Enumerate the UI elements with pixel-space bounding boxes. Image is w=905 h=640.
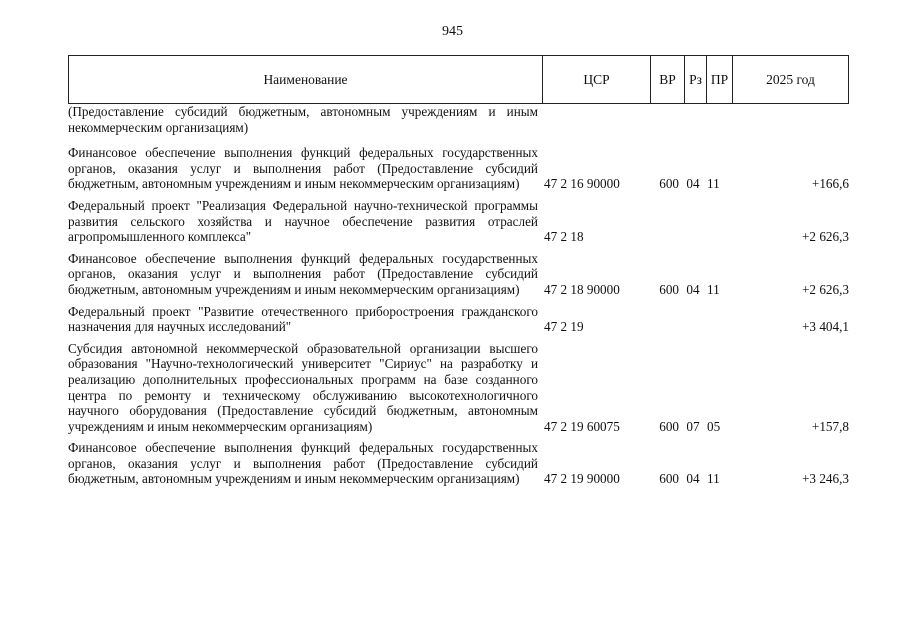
row-vr: 600 bbox=[659, 281, 679, 297]
table-row bbox=[68, 304, 849, 335]
row-amount: +2 626,3 bbox=[802, 229, 849, 245]
row-name: Федеральный проект "Развитие отечественного приборостроения гражданского назначения для научных исследований" bbox=[68, 303, 538, 335]
row-amount: +157,8 bbox=[811, 418, 849, 434]
row-csr: 47 2 19 90000 bbox=[544, 471, 620, 487]
row-name: Финансовое обеспечение выполнения функций федеральных государственных органов, оказания услуг и выполнения работ (Предоставление субсидий бюджетным, автономным учреждениям и иным некоммерческим организациям) bbox=[68, 250, 538, 297]
row-rz: 04 bbox=[686, 281, 700, 297]
page-number: 945 bbox=[442, 24, 463, 39]
row-amount: +3 404,1 bbox=[802, 319, 849, 335]
header-name: Наименование bbox=[69, 56, 543, 103]
row-vr: 600 bbox=[659, 418, 679, 434]
row-rz: 07 bbox=[686, 418, 700, 434]
row-amount: +3 246,3 bbox=[802, 471, 849, 487]
table-row bbox=[68, 198, 849, 245]
row-name: Финансовое обеспечение выполнения функций федеральных государственных органов, оказания услуг и выполнения работ (Предоставление субсидий бюджетным, автономным учреждениям и иным некоммерческим организациям) bbox=[68, 145, 538, 192]
row-pr: 11 bbox=[707, 281, 720, 297]
header-csr: ЦСР bbox=[543, 56, 651, 103]
table-row bbox=[68, 341, 849, 435]
header-vr: ВР bbox=[651, 56, 685, 103]
row-csr: 47 2 18 90000 bbox=[544, 281, 620, 297]
table-header bbox=[68, 55, 849, 104]
row-csr: 47 2 19 bbox=[544, 319, 584, 335]
table-row bbox=[68, 251, 849, 298]
table-row bbox=[68, 145, 849, 192]
row-pr: 05 bbox=[707, 418, 721, 434]
row-rz: 04 bbox=[686, 471, 700, 487]
row-name: Федеральный проект "Реализация Федеральной научно-технической программы развития сельского хозяйства и научное обеспечение развития отраслей агропромышленного комплекса" bbox=[68, 197, 538, 245]
row-csr: 47 2 19 60075 bbox=[544, 418, 620, 434]
header-pr: ПР bbox=[707, 56, 733, 103]
row-name: (Предоставление субсидий бюджетным, автономным учреждениям и иным некоммерческим организациям) bbox=[68, 104, 538, 135]
row-pr: 11 bbox=[707, 471, 720, 487]
row-name: Финансовое обеспечение выполнения функций федеральных государственных органов, оказания услуг и выполнения работ (Предоставление субсидий бюджетным, автономным учреждениям и иным некоммерческим организациям) bbox=[68, 440, 538, 487]
header-year: 2025 год bbox=[766, 71, 815, 87]
row-name: Субсидия автономной некоммерческой образовательной организации высшего образования "Научно-технологический университет "Сириус" на разработку и реализацию дополнительных профессиональных программ на базе созданного центра по ремонту и техническому обслуживанию высокотехнологичного научного оборудования (Предоставление субсидий бюджетным, автономным учреждениям и иным некоммерческим организациям) bbox=[68, 340, 538, 434]
row-amount: +2 626,3 bbox=[802, 281, 849, 297]
row-pr: 11 bbox=[707, 176, 720, 192]
row-rz: 04 bbox=[686, 176, 700, 192]
table-body bbox=[68, 104, 849, 493]
row-csr: 47 2 16 90000 bbox=[544, 176, 620, 192]
table-row bbox=[68, 440, 849, 487]
row-vr: 600 bbox=[659, 471, 679, 487]
table-row bbox=[68, 104, 849, 135]
row-csr: 47 2 18 bbox=[544, 229, 584, 245]
header-rz: Рз bbox=[685, 56, 707, 103]
row-vr: 600 bbox=[659, 176, 679, 192]
row-amount: +166,6 bbox=[811, 176, 849, 192]
